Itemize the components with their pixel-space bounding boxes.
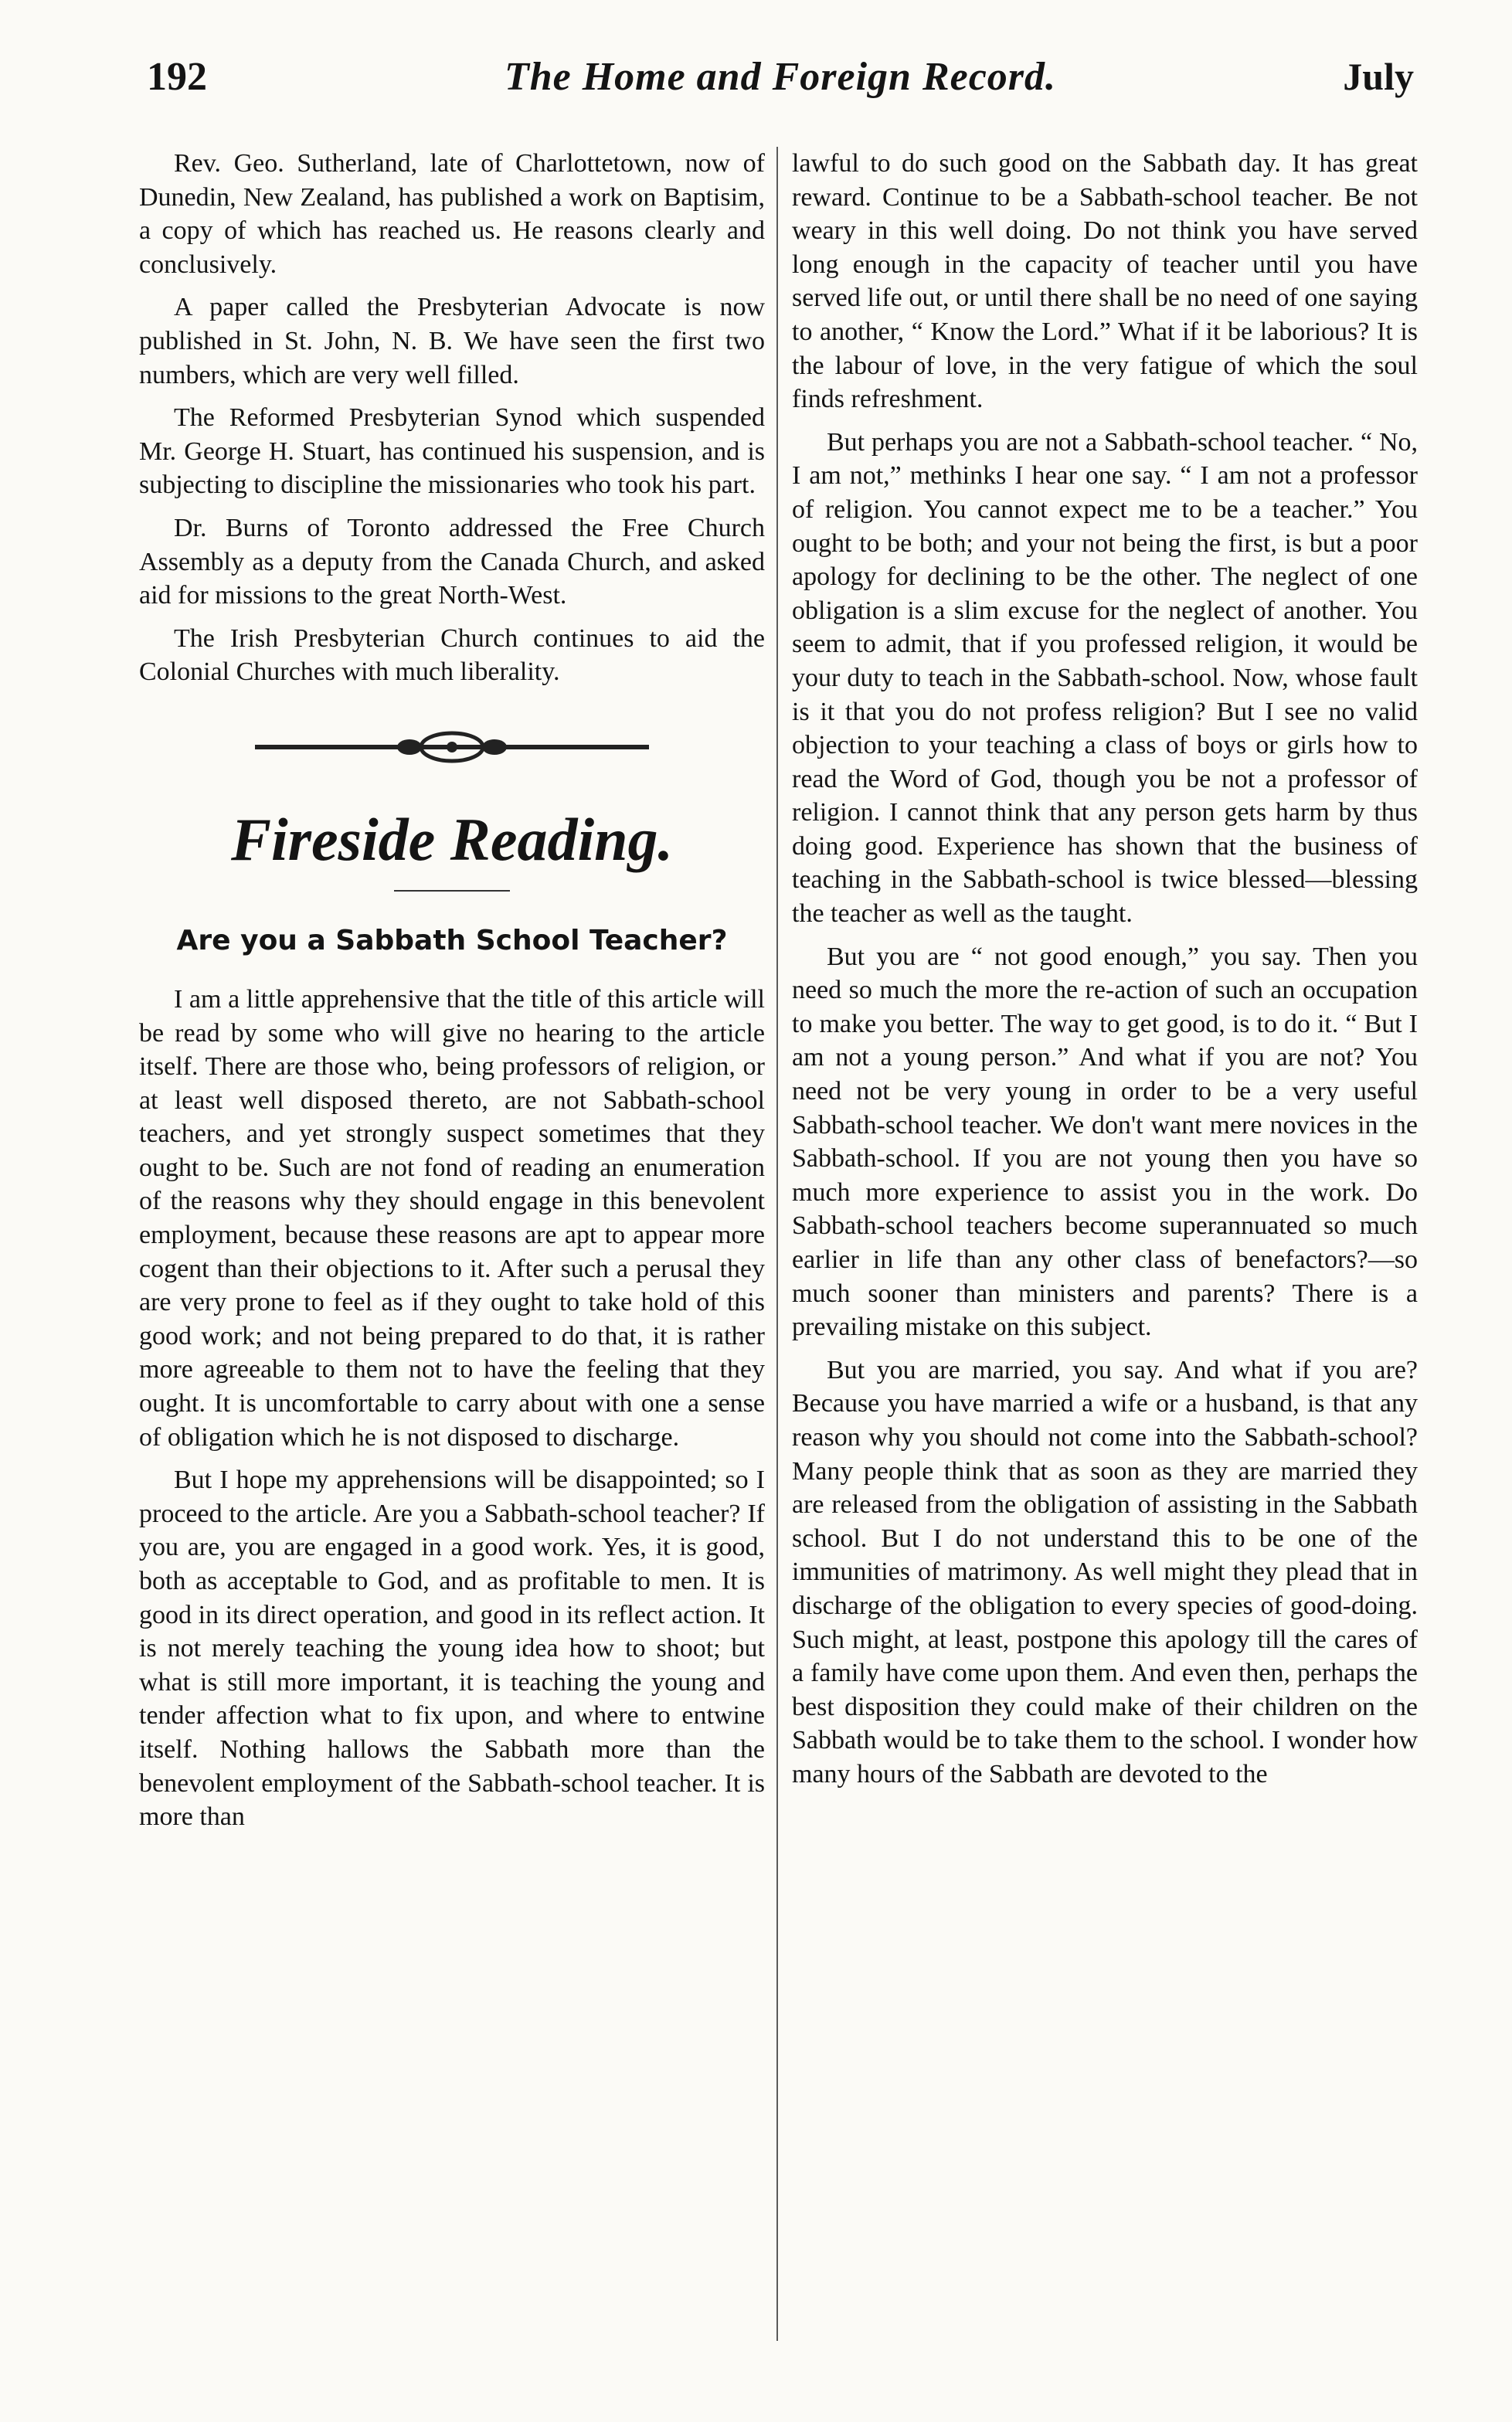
decorative-rule-ornament (139, 720, 765, 774)
news-note: Dr. Burns of Toronto addressed the Free Church Assembly as a deputy from the Canada Church, and asked aid for missions to the great North-West. (139, 513, 765, 610)
left-column (139, 147, 765, 1843)
article-paragraph: But you are “ not good enough,” you say. Then you need so much the more the re-action of such an occupation to make you better. The way to get good, is to do it. “ But I am not a young person.” And what if you are not? You need not be very young in order to be a very useful Sabbath-school teacher. We don't want mere novices in the Sabbath-school. If you are not young then you have so much more experience to assist you in the work. Do Sabbath-school teachers become superannuated so much earlier in life than any other class of benefactors?—so much sooner than ministers and parents? There is a prevailing mistake on this subject. (792, 942, 1418, 1342)
article-title: Are you a Sabbath School Teacher? (176, 924, 728, 956)
divider (394, 890, 510, 892)
news-note: The Irish Presbyterian Church continues to aid the Colonial Churches with much liberality. (139, 623, 765, 687)
news-note: The Reformed Presbyterian Synod which suspended Mr. George H. Stuart, has continued his suspension, and is subjecting to discipline the missionaries who took his part. (139, 403, 765, 500)
article-paragraph: But you are married, you say. And what if you are? Because you have married a wife or a husband, is that any reason why you should not come into the Sabbath-school? Many people think that as soon as they are married they are released from the obligation of assisting in the Sabbath school. But I do not understand this to be one of the immunities of matrimony. As well might they plead that in discharge of the obligation to every species of good-doing. Such might, at least, postpone this apology till the cares of a family have come upon them. And even then, perhaps the best disposition they could make of their children on the Sabbath would be to take them to the school. I wonder how many hours of the Sabbath are devoted to the (792, 1355, 1418, 1788)
article-paragraph: I am a little apprehensive that the title of this article will be read by some who will give no hearing to the article itself. There are those who, being professors of religion, or at least well disposed thereto, are not Sabbath-school teachers, and yet strongly suspect sometimes that they ought to be. Such are not fond of reading an enumeration of the reasons why they should engage in this benevolent employment, because these reasons are apt to appear more cogent than their objections to it. After such a perusal they are very prone to feel as if they ought to take hold of this good work; and not being prepared to do that, it is rather more agreeable to them not to have the feeling that they ought. It is uncomfortable to carry about with one a sense of obligation which he is not disposed to discharge. (139, 984, 765, 1452)
news-note: A paper called the Presbyterian Advocate is now published in St. John, N. B. We have seen the first two numbers, which are very well filled. (139, 293, 765, 389)
article-paragraph: But I hope my apprehensions will be disappointed; so I proceed to the article. Are you a Sabbath-school teacher? If you are, you are engaged in a good work. Yes, it is good, both as acceptable to God, and as profitable to men. It is good in its direct operation, and good in its reflect action. It is not merely teaching the young idea how to shoot; but what is still more important, it is teaching the young and tender affection what to fix upon, and where to entwine itself. Nothing hallows the Sabbath more than the benevolent employment of the Sabbath-school teacher. It is more than (139, 1466, 765, 1832)
right-column (792, 147, 1418, 1801)
running-header (147, 54, 1414, 124)
column-divider (776, 147, 778, 2341)
page-number: 192 (147, 55, 207, 99)
article-paragraph: But perhaps you are not a Sabbath-school teacher. “ No, I am not,” methinks I hear one say. “ I am not a professor of religion. You cannot expect me to be a teacher.” You ought to be both; and your not being the first, is but a poor apology for declining to be the other. The neglect of one obligation is a slim excuse for the neglect of another. You seem to admit, that if you professed religion, it would be your duty to teach in the Sabbath-school. Now, whose fault is it that you do not profess religion? But I see no valid objection to your teaching a class of boys or girls how to read the Word of God, though you be not a professor of religion. I cannot think that any person gets harm by thus doing good. Experience has shown that the business of teaching in the Sabbath-school is twice blessed—blessing the teacher as well as the taught. (792, 427, 1418, 929)
news-note: Rev. Geo. Sutherland, late of Charlottetown, now of Dunedin, New Zealand, has published a work on Baptisim, a copy of which has reached us. He reasons clearly and conclusively. (139, 149, 765, 279)
issue-month: July (1343, 55, 1414, 98)
section-title: Fireside Reading. (230, 805, 673, 873)
journal-title: The Home and Foreign Record. (504, 55, 1057, 99)
article-paragraph: lawful to do such good on the Sabbath day. It has great reward. Continue to be a Sabbath-school teacher. Be not weary in this well doing. Do not think you have served long enough in the capacity of teacher until you have served life out, or until there shall be no need of one saying to another, “ Know the Lord.” What if it be laborious? It is the labour of love, in the very fatigue of which the soul finds refreshment. (792, 149, 1418, 414)
